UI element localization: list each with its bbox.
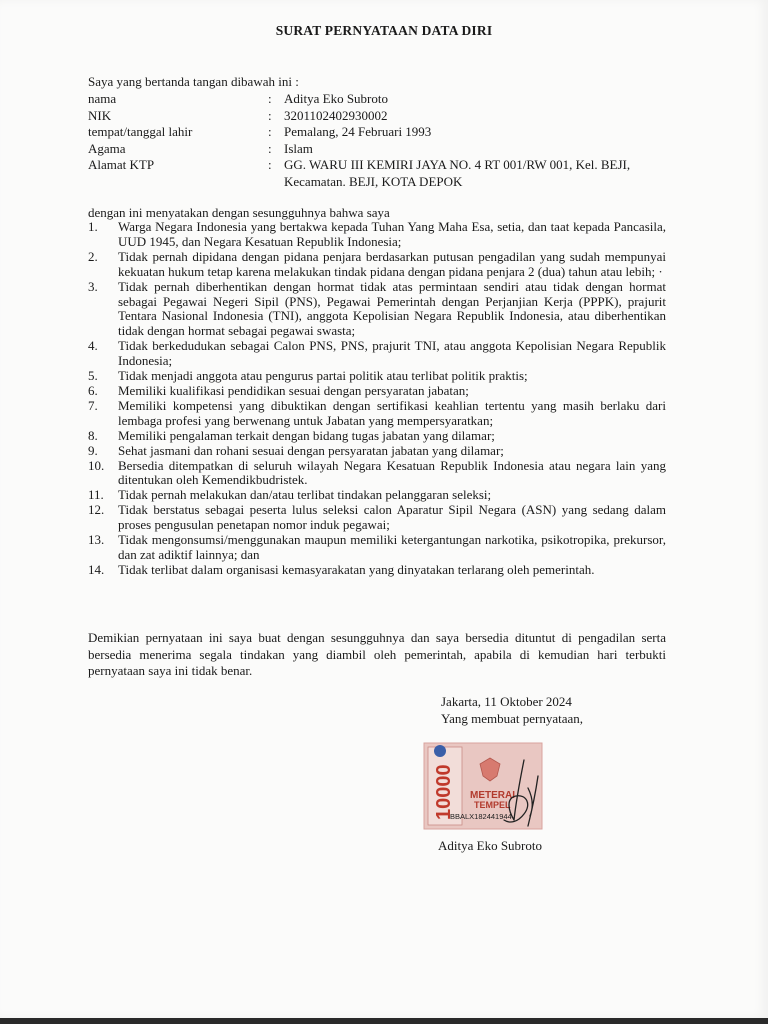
list-item: 2. Tidak pernah dipidana dengan pidana penjara berdasarkan putusan pengadilan yang sudah mempunyai kekuatan hukum tetap karena melakukan tindak pidana dengan pidana penjara 2 (dua) tahun atau lebih; · bbox=[88, 248, 666, 279]
field-label: Agama bbox=[88, 140, 126, 156]
field-label: tempat/tanggal lahir bbox=[88, 124, 193, 140]
stamp-label-1: METERAI bbox=[470, 790, 515, 801]
field-row-name: nama : Aditya Eko Subroto bbox=[88, 91, 649, 108]
field-value: Pemalang, 24 Februari 1993 bbox=[284, 124, 432, 140]
field-row-religion: Agama : Islam bbox=[88, 141, 649, 158]
stamp-star-icon bbox=[434, 745, 446, 757]
page-bottom-edge bbox=[0, 1018, 768, 1024]
list-item: 6. Memiliki kualifikasi pendidikan sesuai dengan persyaratan jabatan; bbox=[88, 382, 469, 398]
field-label: NIK bbox=[88, 107, 112, 123]
closing-paragraph: Demikian pernyataan ini saya buat dengan sesungguhnya dan saya bersedia dituntut di pengadilan serta bersedia menerima segala tindakan yang diambil oleh pemerintah, apabila di kemudian hari terbukti pernyataan saya ini tidak benar. bbox=[88, 630, 666, 678]
intro-text: Saya yang bertanda tangan dibawah ini : bbox=[88, 74, 299, 89]
list-item: 10. Bersedia ditempatkan di seluruh wilayah Negara Kesatuan Republik Indonesia atau negara lain yang ditentukan oleh Kemendikbudristek. bbox=[88, 457, 666, 488]
list-item: 8. Memiliki pengalaman terkait dengan bidang tugas jabatan yang dilamar; bbox=[88, 427, 495, 443]
stamp-value: 10000 bbox=[433, 764, 455, 820]
place-date: Jakarta, 11 Oktober 2024 bbox=[441, 694, 572, 709]
field-label: nama bbox=[88, 91, 117, 106]
list-item: 5. Tidak menjadi anggota atau pengurus partai politik atau terlibat politik praktis; bbox=[88, 368, 528, 384]
meterai-stamp-with-signature bbox=[420, 740, 560, 835]
signer-name: Aditya Eko Subroto bbox=[438, 838, 542, 853]
field-value: Islam bbox=[284, 140, 313, 156]
personal-data-fields bbox=[88, 91, 649, 191]
field-label: Alamat KTP bbox=[88, 157, 155, 173]
field-value: GG. WARU III KEMIRI JAYA NO. 4 RT 001/RW 001, Kel. BEJI, Kecamatan. BEJI, KOTA DEPOK bbox=[284, 157, 631, 189]
signer-role: Yang membuat pernyataan, bbox=[441, 711, 584, 726]
list-item: 9. Sehat jasmani dan rohani sesuai dengan persyaratan jabatan yang dilamar; bbox=[88, 442, 504, 458]
statement-intro: dengan ini menyatakan dengan sesungguhnya bahwa saya bbox=[88, 205, 390, 220]
list-item: 11. Tidak pernah melakukan dan/atau terlibat tindakan pelanggaran seleksi; bbox=[88, 487, 492, 503]
field-value: Aditya Eko Subroto bbox=[284, 91, 388, 106]
list-item: 1. Warga Negara Indonesia yang bertakwa kepada Tuhan Yang Maha Esa, setia, dan taat kepada Pancasila, UUD 1945, dan Negara Kesatuan Republik Indonesia; bbox=[88, 219, 666, 249]
list-item: 4. Tidak berkedudukan sebagai Calon PNS, PNS, prajurit TNI, atau anggota Kepolisian Negara Republik Indonesia; bbox=[88, 338, 666, 369]
list-item: 12. Tidak berstatus sebagai peserta lulus seleksi calon Aparatur Sipil Negara (ASN) yang sedang dalam proses pengusulan penetapan nomor induk pegawai; bbox=[88, 502, 666, 533]
list-item: 7. Memiliki kompetensi yang dibuktikan dengan sertifikasi keahlian tertentu yang masih berlaku dari lembaga profesi yang berwenang untuk Jabatan yang mempersyaratkan; bbox=[88, 397, 666, 428]
statement-list bbox=[88, 220, 666, 578]
list-item: 13. Tidak mengonsumsi/menggunakan maupun memiliki ketergantungan narkotika, psikotropika, prekursor, dan zat adiktif lainnya; dan bbox=[88, 532, 666, 562]
document-title: SURAT PERNYATAAN DATA DIRI bbox=[275, 23, 493, 38]
field-row-nik: NIK : 3201102402930002 bbox=[88, 108, 649, 125]
list-item: 14. Tidak terlibat dalam organisasi kemasyarakatan yang dinyatakan terlarang oleh pemerintah. bbox=[88, 561, 595, 577]
field-value: 3201102402930002 bbox=[284, 107, 388, 123]
stamp-serial: BBALX182441944 bbox=[450, 812, 512, 821]
list-item: 3. Tidak pernah diberhentikan dengan hormat tidak atas permintaan sendiri atau tidak dengan hormat sebagai Pegawai Negeri Sipil (PNS), Pegawai Pemerintah dengan Perjanjian Kerja (PPPK), prajurit Tentara Nasional Indonesia (TNI), anggota Kepolisian Negara Republik Indonesia, atau diberhentikan tidak dengan hormat sebagai pegawai swasta; bbox=[88, 278, 666, 339]
field-row-address: Alamat KTP : GG. WARU III KEMIRI JAYA NO. 4 RT 001/RW 001, Kel. BEJI, Kecamatan. BEJI, KOTA DEPOK bbox=[88, 157, 649, 190]
stamp-label-2: TEMPEL bbox=[474, 800, 511, 810]
field-row-birth: tempat/tanggal lahir : Pemalang, 24 Februari 1993 bbox=[88, 124, 649, 141]
